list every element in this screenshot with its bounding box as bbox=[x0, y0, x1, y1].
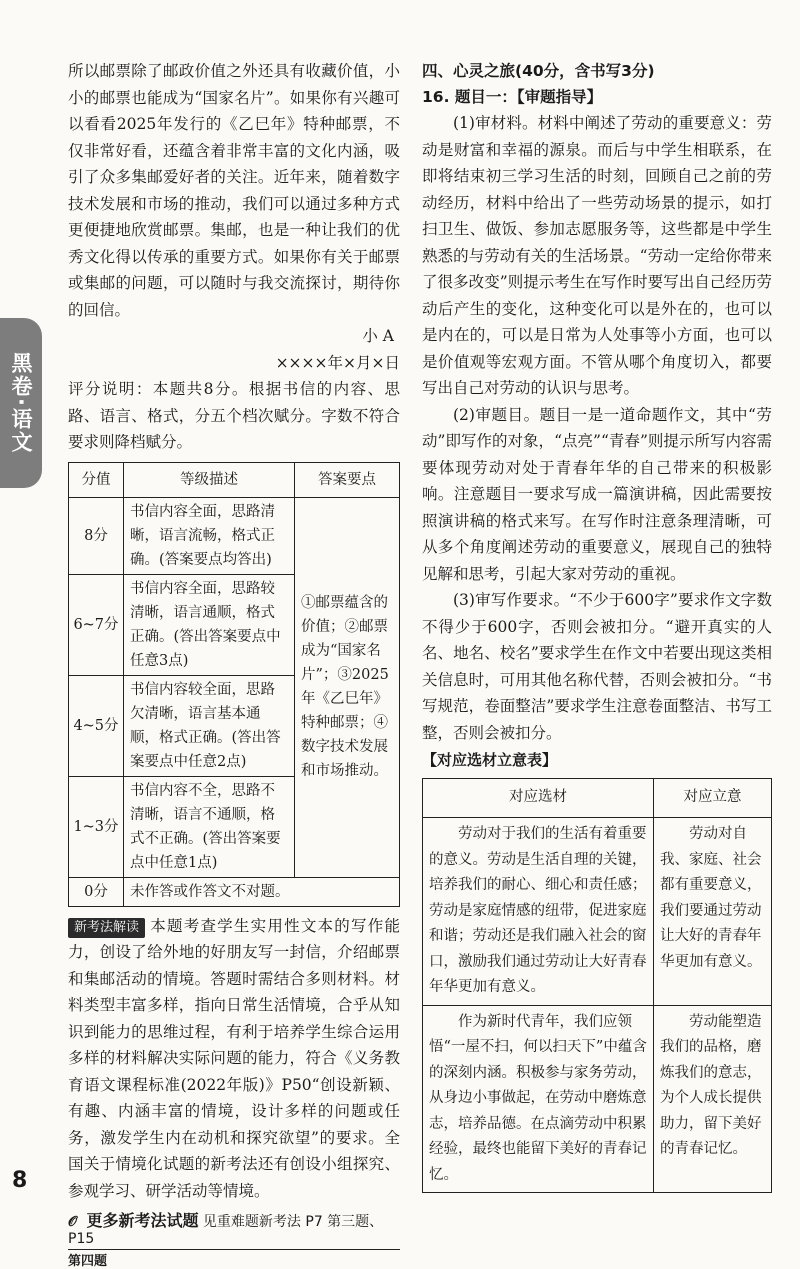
guide-paragraph-2: (2)审题目。题目一是一道命题作文，其中“劳动”即写作的对象，“点亮”“青春”则提示所写内容需要体现劳动对处于青春年华的自己带来的积极影响。注意题目一要求写成一篇演讲稿，因此需要按照演讲稿的格式来写。在写作时注意条理清晰，可从多个角度阐述劳动的重要意义，展现自己的独特见解和思考，引起大家对劳动的重视。 bbox=[422, 405, 772, 583]
guide-paragraph-1: (1)审材料。材料中阐述了劳动的重要意义：劳动是财富和幸福的源泉。而后与中学生相联系，在即将结束初三学习生活的时刻，回顾自己之前的劳动经历，材料中给出了一些劳动场景的提示，如打扫卫生、做饭、参加志愿服务等，这些都是中学生熟悉的与劳动有关的生活场景。“劳动一定给你带来了很多改变”则提示考生在写作时要写出自己经历劳动后产生的变化，这种变化可以是外在的，也可以是内在的，可以是日常为人处事等小方面，也可以是价值观等宏观方面。不管从哪个角度切入，都要写出自己对劳动的认识与思考。 bbox=[422, 114, 772, 397]
letter-body: 所以邮票除了邮政价值之外还具有收藏价值，小小的邮票也能成为“国家名片”。如果你有兴趣可以看看2025年发行的《乙巳年》特种邮票，不仅非常好看，还蕴含着非常丰富的文化内涵，吸引了众多集邮爱好者的关注。近年来，随着数字技术发展和市场的推动，我们可以通过多种方式更便捷地欣赏邮票。集邮，也是一种让我们的优秀文化得以传承的重要方式。如果你有关于邮票或集邮的问题，可以随时与我交流探讨，期待你的回信。 bbox=[68, 62, 400, 319]
question-title: 题目一：【审题指导】 bbox=[454, 88, 603, 106]
material-idea-table bbox=[422, 778, 772, 1193]
page-number: 8 bbox=[12, 1168, 28, 1193]
more-questions-line bbox=[68, 1208, 400, 1250]
letter-date: ××××年×月×日 bbox=[275, 353, 400, 372]
row-score: 8分 bbox=[69, 497, 124, 574]
header-material: 对应选材 bbox=[423, 779, 654, 818]
table-row bbox=[69, 497, 400, 574]
row-description: 书信内容较全面，思路欠清晰，语言基本通顺，格式正确。(答出答案要点中任意2点) bbox=[124, 675, 295, 776]
header-score: 分值 bbox=[69, 462, 124, 497]
row-score: 4~5分 bbox=[69, 675, 124, 776]
analysis-paragraph bbox=[68, 913, 400, 1205]
material-cell: 作为新时代青年，我们应领悟“一屋不扫，何以扫天下”中蕴含的深刻内涵。积极参与家务劳动，从身边小事做起，在劳动中磨炼意志，培养品德。在点滴劳动中积累经验，最终也能留下美好的青春记忆。 bbox=[423, 1005, 654, 1193]
link-icon: 𝒪 bbox=[68, 1214, 77, 1230]
row-description: 书信内容全面，思路清晰，语言流畅，格式正确。(答案要点均答出) bbox=[124, 497, 295, 574]
header-description: 等级描述 bbox=[124, 462, 295, 497]
row-description: 书信内容全面，思路较清晰，语言通顺，格式正确。(答出答案要点中任意3点) bbox=[124, 574, 295, 675]
question-number: 16. bbox=[422, 88, 450, 106]
table-row bbox=[423, 1005, 772, 1193]
analysis-text: 本题考查学生实用性文本的写作能力，创设了给外地的好朋友写一封信，介绍邮票和集邮活动的情境。答题时需结合多则材料。材料类型丰富多样，指向日常生活情境，合乎从知识到能力的思维过程，有利于培养学生综合运用多样的材料解决实际问题的能力，符合《义务教育语文课程标准(2022年版)》P50“创设新颖、有趣、内涵丰富的情境，设计多样的问题或任务，激发学生内在动机和探究欲望”的要求。全国关于情境化试题的新考法还有创设小组探究、参观学习、研学活动等情境。 bbox=[68, 916, 400, 1200]
letter-signature: 小 A bbox=[362, 327, 394, 345]
question-heading bbox=[422, 84, 772, 110]
idea-cell: 劳动能塑造我们的品格，磨炼我们的意志，为个人成长提供助力，留下美好的青春记忆。 bbox=[654, 1005, 772, 1193]
left-column bbox=[68, 58, 400, 1269]
guide-paragraph-3: (3)审写作要求。“不少于600字”要求作文字数不得少于600字，否则会被扣分。“避开真实的人名、地名、校名”要求学生在作文中若要出现这类相关信息时，可用其他名称代替，否则会被扣分。“书写规范，卷面整洁”要求学生注意卷面整洁、书写工整，否则会被扣分。 bbox=[422, 591, 772, 742]
row-score: 6~7分 bbox=[69, 574, 124, 675]
analysis-tag: 新考法解读 bbox=[68, 918, 145, 938]
row-score: 0分 bbox=[69, 877, 124, 906]
header-idea: 对应立意 bbox=[654, 779, 772, 818]
more-sub: 第四题 bbox=[68, 1254, 108, 1269]
row-description: 未作答或作答文不对题。 bbox=[124, 877, 400, 906]
table-title: 【对应选材立意表】 bbox=[422, 751, 558, 769]
table-row bbox=[423, 818, 772, 1006]
scoring-note: 评分说明：本题共8分。根据书信的内容、思路、语言、格式，分五个档次赋分。字数不符合要求则降档赋分。 bbox=[68, 380, 400, 451]
scoring-table bbox=[68, 462, 400, 907]
table-row bbox=[69, 877, 400, 906]
row-description: 书信内容不全，思路不清晰，语言不通顺，格式不正确。(答出答案要点中任意1点) bbox=[124, 776, 295, 877]
section-title: 四、心灵之旅(40分，含书写3分) bbox=[422, 62, 655, 80]
right-column bbox=[422, 58, 772, 1193]
material-cell: 劳动对于我们的生活有着重要的意义。劳动是生活自理的关键，培养我们的耐心、细心和责任感；劳动是家庭情感的纽带，促进家庭和谐；劳动还是我们融入社会的窗口，激励我们通过劳动让大好青春年华更加有意义。 bbox=[423, 818, 654, 1006]
more-ref: 见重难题新考法 P7 第三题、P15 bbox=[68, 1214, 384, 1247]
idea-cell: 劳动对自我、家庭、社会都有重要意义，我们要通过劳动让大好的青春年华更加有意义。 bbox=[654, 818, 772, 1006]
more-title: 更多新考法试题 bbox=[86, 1211, 199, 1230]
key-points-cell: ①邮票蕴含的价值；②邮票成为“国家名片”；③2025年《乙巳年》特种邮票；④数字技术发展和市场推动。 bbox=[295, 497, 400, 877]
subject-side-tab: 黑卷·语文 bbox=[0, 318, 42, 488]
row-score: 1~3分 bbox=[69, 776, 124, 877]
header-key-points: 答案要点 bbox=[295, 462, 400, 497]
